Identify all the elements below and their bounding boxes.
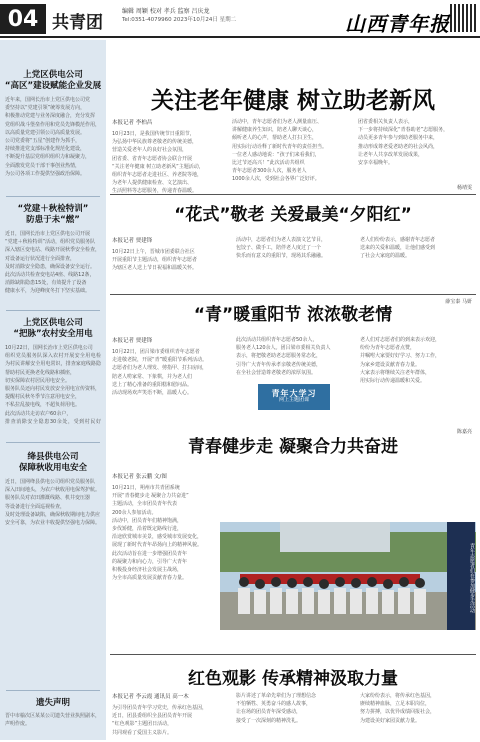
text-line: 服务老人120余人。团吕梁市委相关负责人 xyxy=(236,345,331,352)
main-headline: 关注老年健康 树立助老新风 xyxy=(150,88,435,114)
text-line: 服务队员还向村民发放安全用电宣传资料， xyxy=(5,385,101,392)
article-2-col-2 xyxy=(236,236,354,261)
text-line: 200余人参加活动。 xyxy=(112,509,157,516)
sidebar-divider xyxy=(6,310,100,311)
text-line: 公司党委将“五星”创建作为抓手， xyxy=(5,137,81,144)
sidebar-article-4-title xyxy=(4,452,102,474)
text-line: 为家乡建设贡献青春力量。 xyxy=(360,361,421,368)
article-5-byline: 本报记者 李云霞 通讯员 高一木 xyxy=(112,694,189,700)
group-photo xyxy=(220,522,476,630)
sidebar-article-4-body xyxy=(5,478,101,527)
text-line: 了社会大家庭的温暖。 xyxy=(360,253,411,260)
text-line: 深入田间地头，为农户秋收用电保驾护航。 xyxy=(5,487,101,494)
text-line: 安全可靠，为农业丰收提供坚强电力保障。 xyxy=(5,519,101,526)
text-line: 大家纷纷表示，将传承红色基因， xyxy=(360,693,436,699)
text-line: 为公司各项工作提供坚强政治保障。 xyxy=(5,170,86,177)
text-line: 开展“青春健步走 凝聚合力共奋进” xyxy=(112,493,189,500)
sidebar-divider xyxy=(6,690,100,691)
lost-notice-title xyxy=(4,698,102,709)
article-4-byline: 本报记者 张云鹏 文/图 xyxy=(112,474,167,480)
text-line: 不断提升基层党组织组织力和凝聚力， xyxy=(5,154,91,161)
text-line: 动员更多青年参与到助老服务中来， xyxy=(358,135,439,142)
text-line: 团省委、省青年志愿者协会联合开展 xyxy=(112,155,193,162)
page-number: 04 xyxy=(0,4,46,34)
contact-date-line: Tel:0351-4079960 2023年10月24日 星期二 xyxy=(122,17,237,23)
text-line: “红色观影”主题团日活动， xyxy=(112,721,173,728)
text-line: 安享幸福晚年。 xyxy=(358,159,394,166)
text-line: 为引导团员青年学习党史，传承红色基因， xyxy=(112,705,208,711)
header-divider xyxy=(0,36,480,38)
text-line: 让老年人共享改革发展成果， xyxy=(358,151,424,158)
text-line: 近日，国网绛县供电公司组织党员服务队 xyxy=(5,479,96,485)
text-line: 此次活动共组织青年志愿者50余人， xyxy=(236,337,318,343)
text-line: 此次活动共检查变电站4座、线路12条， xyxy=(5,271,95,278)
text-line: 及时消除安全隐患，确保设备安全运行。 xyxy=(5,263,96,270)
text-line: 送上了精心准备的重阳糕和慰问品。 xyxy=(112,381,193,388)
text-line: 及时处理设备缺陷，确保秋收期间电力供应 xyxy=(5,511,101,518)
header-meta xyxy=(122,7,236,25)
text-line: 提醒村民秋冬季节注意用电安全， xyxy=(5,394,81,401)
article-1-col-2 xyxy=(232,118,350,184)
article-5-col-3 xyxy=(360,692,476,725)
sidebar-article-2-credit: 薛宝泰 马妍 xyxy=(445,299,472,305)
text-line: 为全市高质量发展贡献青春力量。 xyxy=(112,575,188,582)
text-line: 生活照料等志愿服务，传递青春温暖。 xyxy=(112,188,198,195)
text-line: 在全社会营造尊老敬老的浓厚氛围。 xyxy=(236,369,317,376)
text-line: 近日，团县委组织全县团员青年开展 xyxy=(112,713,193,720)
text-line: 快乐而有意义的重阳节，现场其乐融融。 xyxy=(236,253,327,260)
text-line: 活动现场欢声笑语不断，温暖人心。 xyxy=(112,389,193,396)
title-line: 保障秋收用电安全 xyxy=(18,463,87,473)
text-line: 团省委相关负责人表示， xyxy=(358,119,414,125)
text-line: 青年志愿者300余人次，服务老人 xyxy=(232,168,307,175)
text-line: 健康水平，为迎峰度冬打下坚实基础。 xyxy=(5,288,91,295)
text-line: 为老年人提供健康检查、文艺演出、 xyxy=(112,180,193,187)
sidebar-article-1-credit: 杨靖雯 xyxy=(456,185,472,191)
article-2-col-1 xyxy=(112,248,230,273)
text-line: 为弘扬中华民族尊老敬老的传统美德， xyxy=(112,139,198,146)
text-line: “关注老年健康 树立助老新风”主题活动， xyxy=(112,163,204,170)
article-4-col-1 xyxy=(112,484,216,582)
text-line: 10月22日上午，晋城市团委联合社区 xyxy=(112,249,195,255)
text-line: 倾听老人的心声，帮助老人打扫卫生， xyxy=(232,135,318,142)
text-line: 老人们对志愿者们的到来表示欢迎， xyxy=(360,337,441,343)
title-line: “把脉”农村安全用电 xyxy=(13,329,93,339)
text-line: 用实际行动诠释了新时代青年的责任担当。 xyxy=(232,143,328,150)
article-1-col-3 xyxy=(358,118,476,167)
text-line: 委坚持以“党建引领”统筹发展方向， xyxy=(5,105,86,112)
text-line: 为建设美好家园贡献力量。 xyxy=(360,717,421,724)
title-line: “党建＋秋检特训” xyxy=(17,204,89,214)
text-line: 步伐矫健，沿着既定路线行进， xyxy=(112,525,183,532)
text-line: 并嘱咐大家要好好学习、努力工作， xyxy=(360,353,441,360)
sidebar-article-3-title xyxy=(4,318,102,340)
text-line: 全面激发党员干部干事创业热情， xyxy=(5,162,81,169)
text-line: 声明作废。 xyxy=(5,721,31,728)
text-line: 推动形成尊老爱老助老的社会风尚， xyxy=(358,143,439,150)
text-line: 近年来，国网长治市上党区供电公司党 xyxy=(5,97,91,103)
badge-title: 青年大学习 xyxy=(271,389,317,398)
text-line: 持续推进党支部标准化规范化建设， xyxy=(5,146,86,153)
text-line: 下一步将持续深化“青春助老”志愿服务， xyxy=(358,127,449,134)
editor-line: 编辑 周颖 校对 孝兵 监察 吕庆龙 xyxy=(122,8,210,15)
text-line: 陪老人唠家常、下象棋，并为老人们 xyxy=(112,373,193,380)
article-1-col-1 xyxy=(112,130,224,196)
sidebar-article-3-body xyxy=(5,344,101,426)
text-line: 10月22日，团吕梁市委组织青年志愿者 xyxy=(112,349,200,355)
text-line: 不私拉乱接电线，不超负荷用电。 xyxy=(5,402,81,409)
sidebar-article-1-title xyxy=(4,70,102,92)
text-line: 积极投身经济社会发展主战场， xyxy=(112,566,183,573)
text-line: 表示，将把敬老助老志愿服务常态化， xyxy=(236,353,322,360)
text-line: 包饺子、做手工，陪伴老人度过了一个 xyxy=(236,245,322,252)
article-2-headline: “花式”敬老 关爱最美“夕阳红” xyxy=(174,205,412,225)
article-1-byline: 本报记者 李柏昌 xyxy=(112,120,153,126)
text-line: 接受了一次深刻的精神洗礼。 xyxy=(236,717,302,724)
text-line: 对设备运行状况进行全面排查， xyxy=(5,255,76,262)
text-line: 此次活动旨在进一步增强团员青年 xyxy=(112,550,188,557)
article-3-col-3 xyxy=(360,336,476,385)
text-line: 走进敬老院，开展“青”暖重阳节系列活动。 xyxy=(112,357,208,364)
sidebar-article-3-credit: 陈嘉亮 xyxy=(456,429,472,435)
sidebar-article-1-body xyxy=(5,96,101,178)
text-line: 10月23日，是我国传统节日重阳节， xyxy=(112,131,195,137)
text-line: 老人们纷纷表示，感谢青年志愿者 xyxy=(360,237,436,243)
column-badge xyxy=(258,384,330,410)
section-name: 共青团 xyxy=(52,13,103,33)
photo-caption: 青年志愿者们在参加健步走活动 xyxy=(447,522,475,630)
title-line: 上党区供电公司 xyxy=(23,318,83,328)
text-line: 组织党员服务队深入农村开展安全用电检 xyxy=(5,353,101,360)
sidebar-divider xyxy=(6,442,100,443)
text-line: 党组织战斗堡垒作用和党员先锋模范作用， xyxy=(5,121,101,128)
text-line: 切实保障农村居民用电安全。 xyxy=(5,377,71,384)
text-line: 等设备进行全面巡视检查， xyxy=(5,503,66,510)
text-line: 送来的关爱和温暖，让他们感受到 xyxy=(360,245,436,252)
sidebar-divider xyxy=(6,196,100,197)
text-line: 活动中，志愿者们为老人表演文艺节目， xyxy=(236,237,327,243)
text-line: 10月21日，朔州市共青团系统 xyxy=(112,485,180,491)
title-line: 防患于未“燃” xyxy=(26,215,80,225)
text-line: 志愿者们为老人理发、剪指甲、打扫房间， xyxy=(112,365,208,372)
sidebar-article-2-title xyxy=(4,204,102,226)
badge-subtitle: 网上主题团课 xyxy=(278,397,309,403)
section-divider xyxy=(110,654,476,655)
text-line: 为村民讲解安全用电常识，排查家庭线路隐 xyxy=(5,361,101,368)
text-line: 赓续精神血脉，立足本职岗位， xyxy=(360,701,431,708)
text-line: 沿途欣赏城市美景，感受城市发展变化， xyxy=(112,534,203,541)
text-line: 排查消除安全隐患30余处，受到村民好 xyxy=(5,418,101,425)
text-line: 为辖区老人送上节日祝福和温暖关怀。 xyxy=(112,265,198,272)
article-3-byline: 本报记者 贾建锋 xyxy=(112,338,153,344)
text-line: 服务队员对农田灌溉线路、机井变压器 xyxy=(5,495,91,502)
title-line: 上党区供电公司 xyxy=(23,70,83,80)
text-line: 营造关爱老年人的良好社会氛围， xyxy=(112,147,188,154)
text-line: 主题活动，全市团员青年代表 xyxy=(112,501,178,508)
text-line: 比过节还高兴！”此次活动共组织 xyxy=(232,159,305,166)
title-line: 遗失声明 xyxy=(35,698,70,708)
text-line: 组织青年志愿者走进社区、养老院等地， xyxy=(112,171,203,178)
text-line: “党建＋秋检特训”活动，组织党员服务队 xyxy=(5,239,96,246)
text-line: 以高质量党建引领公司高质量发展。 xyxy=(5,129,86,136)
text-line: 消除缺陷隐患15处，有效提升了设备 xyxy=(5,280,87,287)
text-line: 晋中市榆次区某某公司遗失营业执照副本， xyxy=(5,713,101,719)
article-4-headline: 青春健步走 凝聚合力共奋进 xyxy=(188,437,398,457)
title-line: “高区”建设赋能企业发展 xyxy=(4,81,102,91)
masthead-logo: 山西青年报 xyxy=(345,12,450,36)
text-line: 1000余人次，受到社会各界广泛好评。 xyxy=(232,176,320,183)
sidebar-article-2-body xyxy=(5,230,101,296)
article-5-col-2 xyxy=(236,692,354,725)
text-line: 努力拼搏，以优异成绩回报社会， xyxy=(360,709,436,716)
lost-notice-body xyxy=(5,712,101,728)
text-line: 大家表示将继续关注老年群体， xyxy=(360,369,431,376)
text-line: 引导广大青年传承孝亲敬老传统美德， xyxy=(236,361,322,368)
article-2-col-3 xyxy=(360,236,476,261)
text-line: 深入辖区变电站、线路开展秋季安全检查， xyxy=(5,247,101,254)
text-line: 一位老人感动地说：“孩子们来看我们， xyxy=(232,151,320,158)
article-5-col-1 xyxy=(112,704,230,737)
text-line: 活动中，青年志愿者们为老人测量血压、 xyxy=(232,119,323,125)
text-line: 活动中，团员青年们精神饱满， xyxy=(112,517,183,524)
group-photo-image xyxy=(220,522,476,630)
text-line: 用实际行动传递温暖和关爱。 xyxy=(360,377,426,384)
text-line: 让在场的团员青年深受感动， xyxy=(236,709,302,716)
article-2-byline: 本报记者 贾建锋 xyxy=(112,238,153,244)
text-line: 讲解健康养生知识，陪老人聊天谈心， xyxy=(232,127,318,134)
text-line: 帮助村民更换老化线路和插座， xyxy=(5,369,76,376)
text-line: 开展重阳节主题活动，组织青年志愿者 xyxy=(112,257,198,264)
text-line: 此次活动共走访农户60余户， xyxy=(5,410,72,417)
article-5-headline: 红色观影 传承精神汲取力量 xyxy=(188,669,398,689)
section-divider xyxy=(110,294,476,295)
title-line: 绛县供电公司 xyxy=(27,452,79,462)
article-3-col-1 xyxy=(112,348,230,397)
text-line: 10月22日，国网长治市上党区供电公司 xyxy=(5,345,93,351)
text-line: 的凝聚力和向心力，引导广大青年 xyxy=(112,558,188,565)
text-line: 近日，国网长治市上党区供电公司开展 xyxy=(5,231,91,237)
text-line: 展现了新时代青年昂扬向上的精神风貌。 xyxy=(112,542,203,549)
section-divider xyxy=(110,194,476,195)
text-line: 共同观看了爱国主义影片。 xyxy=(112,729,173,736)
article-3-headline: “青”暖重阳节 浓浓敬老情 xyxy=(193,305,393,325)
qr-code-icon xyxy=(450,4,478,32)
text-line: 纷纷为青年志愿者点赞， xyxy=(360,345,416,352)
article-3-col-2 xyxy=(236,336,354,377)
text-line: 不怕牺牲、英勇奋斗的感人故事， xyxy=(236,701,312,708)
text-line: 影片讲述了革命先辈们为了理想信念 xyxy=(236,693,317,699)
text-line: 积极推动党建与业务深度融合，充分发挥 xyxy=(5,113,96,120)
